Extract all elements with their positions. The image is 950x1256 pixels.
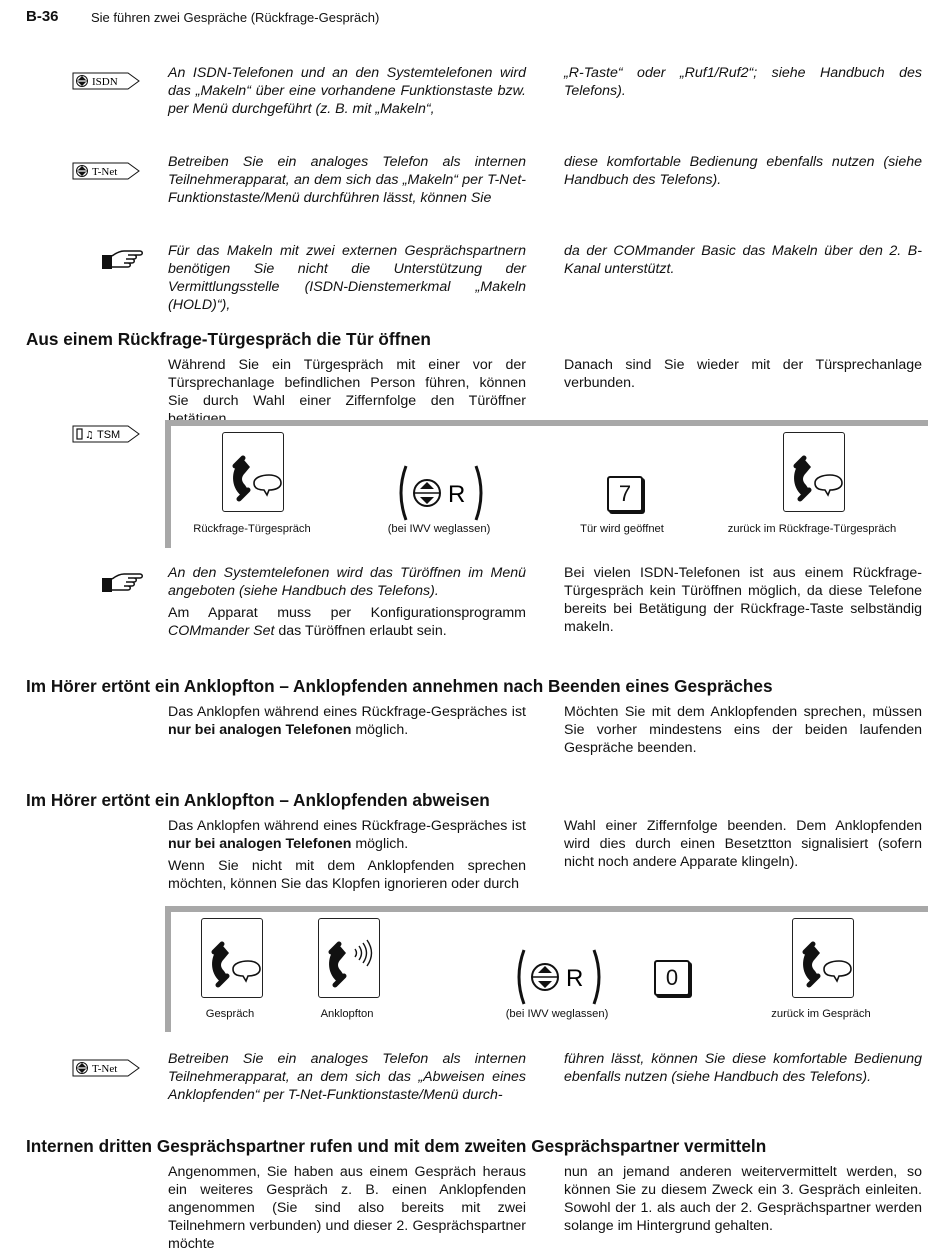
isdn-text-right: „R-Taste“ oder „Ruf1/Ruf2“; siehe Handbuch des Telefons). [564,65,922,99]
note2-text-left [168,564,526,640]
tnet-text-left: Betreiben Sie ein analoges Telefon als internen Teilnehmerapparat, an dem sich das „Makeln“ per T-Net-Funktionstaste/Menü durchführen lässt, können Sie [168,154,526,206]
transfer-text-left: Angenommen, Sie haben aus einem Gespräch heraus ein weiteres Gespräch z. B. einen Anklopfenden angenommen (Sie sind also bereits mit zwei Teilnehmern verbunden) und dieser 2. Gesprächspartner möchte [168,1164,526,1252]
tnet-tag [72,1058,140,1078]
handset-speech-icon [792,918,854,998]
tnet-tag [72,161,140,181]
caption: Rückfrage-Türgespräch [193,523,311,535]
reject-text-left [168,817,526,893]
door-text-right: Danach sind Sie wieder mit der Türsprechanlage verbunden. [564,357,922,391]
accept-text-left: Das Anklopfen während eines Rückfrage-Gespräches ist nur bei analogen Telefonen möglich. [168,704,526,738]
handset-ringing-icon [318,918,380,998]
caption: Gespräch [205,1008,255,1020]
svg-text:♫: ♫ [85,430,94,441]
tsm-tag [72,424,140,444]
handset-speech-icon [201,918,263,998]
digit-key-0: 0 [654,960,690,996]
handset-speech-icon [222,432,284,512]
caption: zurück im Rückfrage-Türgespräch [727,523,897,535]
note2-p1: An den Systemtelefonen wird das Türöffnen im Menü angeboten (siehe Handbuch des Telefons). [168,565,526,599]
door-text-left: Während Sie ein Türgespräch mit einer vor der Türsprechanlage befindlichen Person führen, können Sie durch Wahl einer Ziffernfolge den Türöffner betätigen. [168,357,526,427]
caption: Tür wird geöffnet [580,523,664,535]
r-key-group [396,462,486,524]
section-heading-door: Aus einem Rückfrage-Türgespräch die Tür öffnen [26,329,431,349]
r-key-label: R [448,481,466,508]
note1-text-left: Für das Makeln mit zwei externen Gesprächspartnern benötigen Sie nicht die Unterstützung der Vermittlungsstelle (ISDN-Dienstemerkmal „Makeln (HOLD)“), [168,243,526,313]
digit-key-7: 7 [607,476,643,512]
accept-text-right: Möchten Sie mit dem Anklopfenden sprechen, müssen Sie vorher mindestens eins der beiden laufenden Gespräche beenden. [564,704,922,756]
r-key-label: R [566,965,584,992]
section-heading-reject: Im Hörer ertönt ein Anklopfton – Anklopfenden abweisen [26,790,490,810]
handset-speech-icon [783,432,845,512]
pointing-hand-icon [100,247,144,273]
reject-p1: Das Anklopfen während eines Rückfrage-Gespräches ist nur bei analogen Telefonen möglich. [168,818,526,852]
running-header: Sie führen zwei Gespräche (Rückfrage-Gespräch) [91,10,380,25]
caption: (bei IWV weglassen) [387,523,491,535]
isdn-tag-label: ISDN [92,76,118,88]
section-heading-transfer: Internen dritten Gesprächspartner rufen und mit dem zweiten Gesprächspartner vermitteln [26,1136,767,1156]
page-number: B-36 [26,8,59,25]
section-heading-accept: Im Hörer ertönt ein Anklopfton – Anklopfenden annehmen nach Beenden eines Gespräches [26,676,773,696]
reject-p2: Wenn Sie nicht mit dem Anklopfenden sprechen möchten, können Sie das Klopfen ignorieren oder durch [168,858,526,892]
isdn-text-left: An ISDN-Telefonen und an den Systemtelefonen wird das „Makeln“ über eine vorhandene Funktionstaste bzw. per Menü durchgeführt (z. B. mit „Makeln“, [168,65,526,117]
tnet2-text-right: führen lässt, können Sie diese komfortable Bedienung ebenfalls nutzen (siehe Handbuch des Telefons). [564,1051,922,1085]
reject-text-right: Wahl einer Ziffernfolge beenden. Dem Anklopfenden wird dies durch einen Besetztton signalisiert (sofern nicht noch andere Apparate klingeln). [564,818,922,870]
note2-text-right: Bei vielen ISDN-Telefonen ist aus einem Rückfrage-Türgespräch kein Türöffnen möglich, da diese Telefone bereits bei Betätigung der Rückfrage-Taste selbständig makeln. [564,565,922,635]
isdn-tag [72,71,140,91]
tnet-text-right: diese komfortable Bedienung ebenfalls nutzen (siehe Handbuch des Telefons). [564,154,922,188]
note2-p2: Am Apparat muss per Konfigurationsprogramm COMmander Set das Türöffnen erlaubt sein. [168,605,526,639]
pointing-hand-icon [100,570,144,596]
tnet-tag-label: T-Net [92,1063,118,1075]
tsm-tag-label: TSM [97,429,121,441]
transfer-text-right: nun an jemand anderen weitervermittelt werden, so können Sie zu diesem Zweck ein 3. Gespräch einleiten. Sowohl der 1. als auch der 2. Gesprächspartner werden solange im Hintergrund gehalten. [564,1164,922,1234]
caption: Anklopfton [320,1008,374,1020]
tnet2-text-left: Betreiben Sie ein analoges Telefon als internen Teilnehmerapparat, an dem sich das „Abweisen eines Anklopfenden“ per T-Net-Funktionstaste/Menü durch- [168,1051,526,1103]
note1-text-right: da der COMmander Basic das Makeln über den 2. B-Kanal unterstützt. [564,243,922,277]
tnet-tag-label: T-Net [92,166,118,178]
r-key-group [514,946,604,1008]
caption: zurück im Gespräch [771,1008,871,1020]
caption: (bei IWV weglassen) [505,1008,609,1020]
